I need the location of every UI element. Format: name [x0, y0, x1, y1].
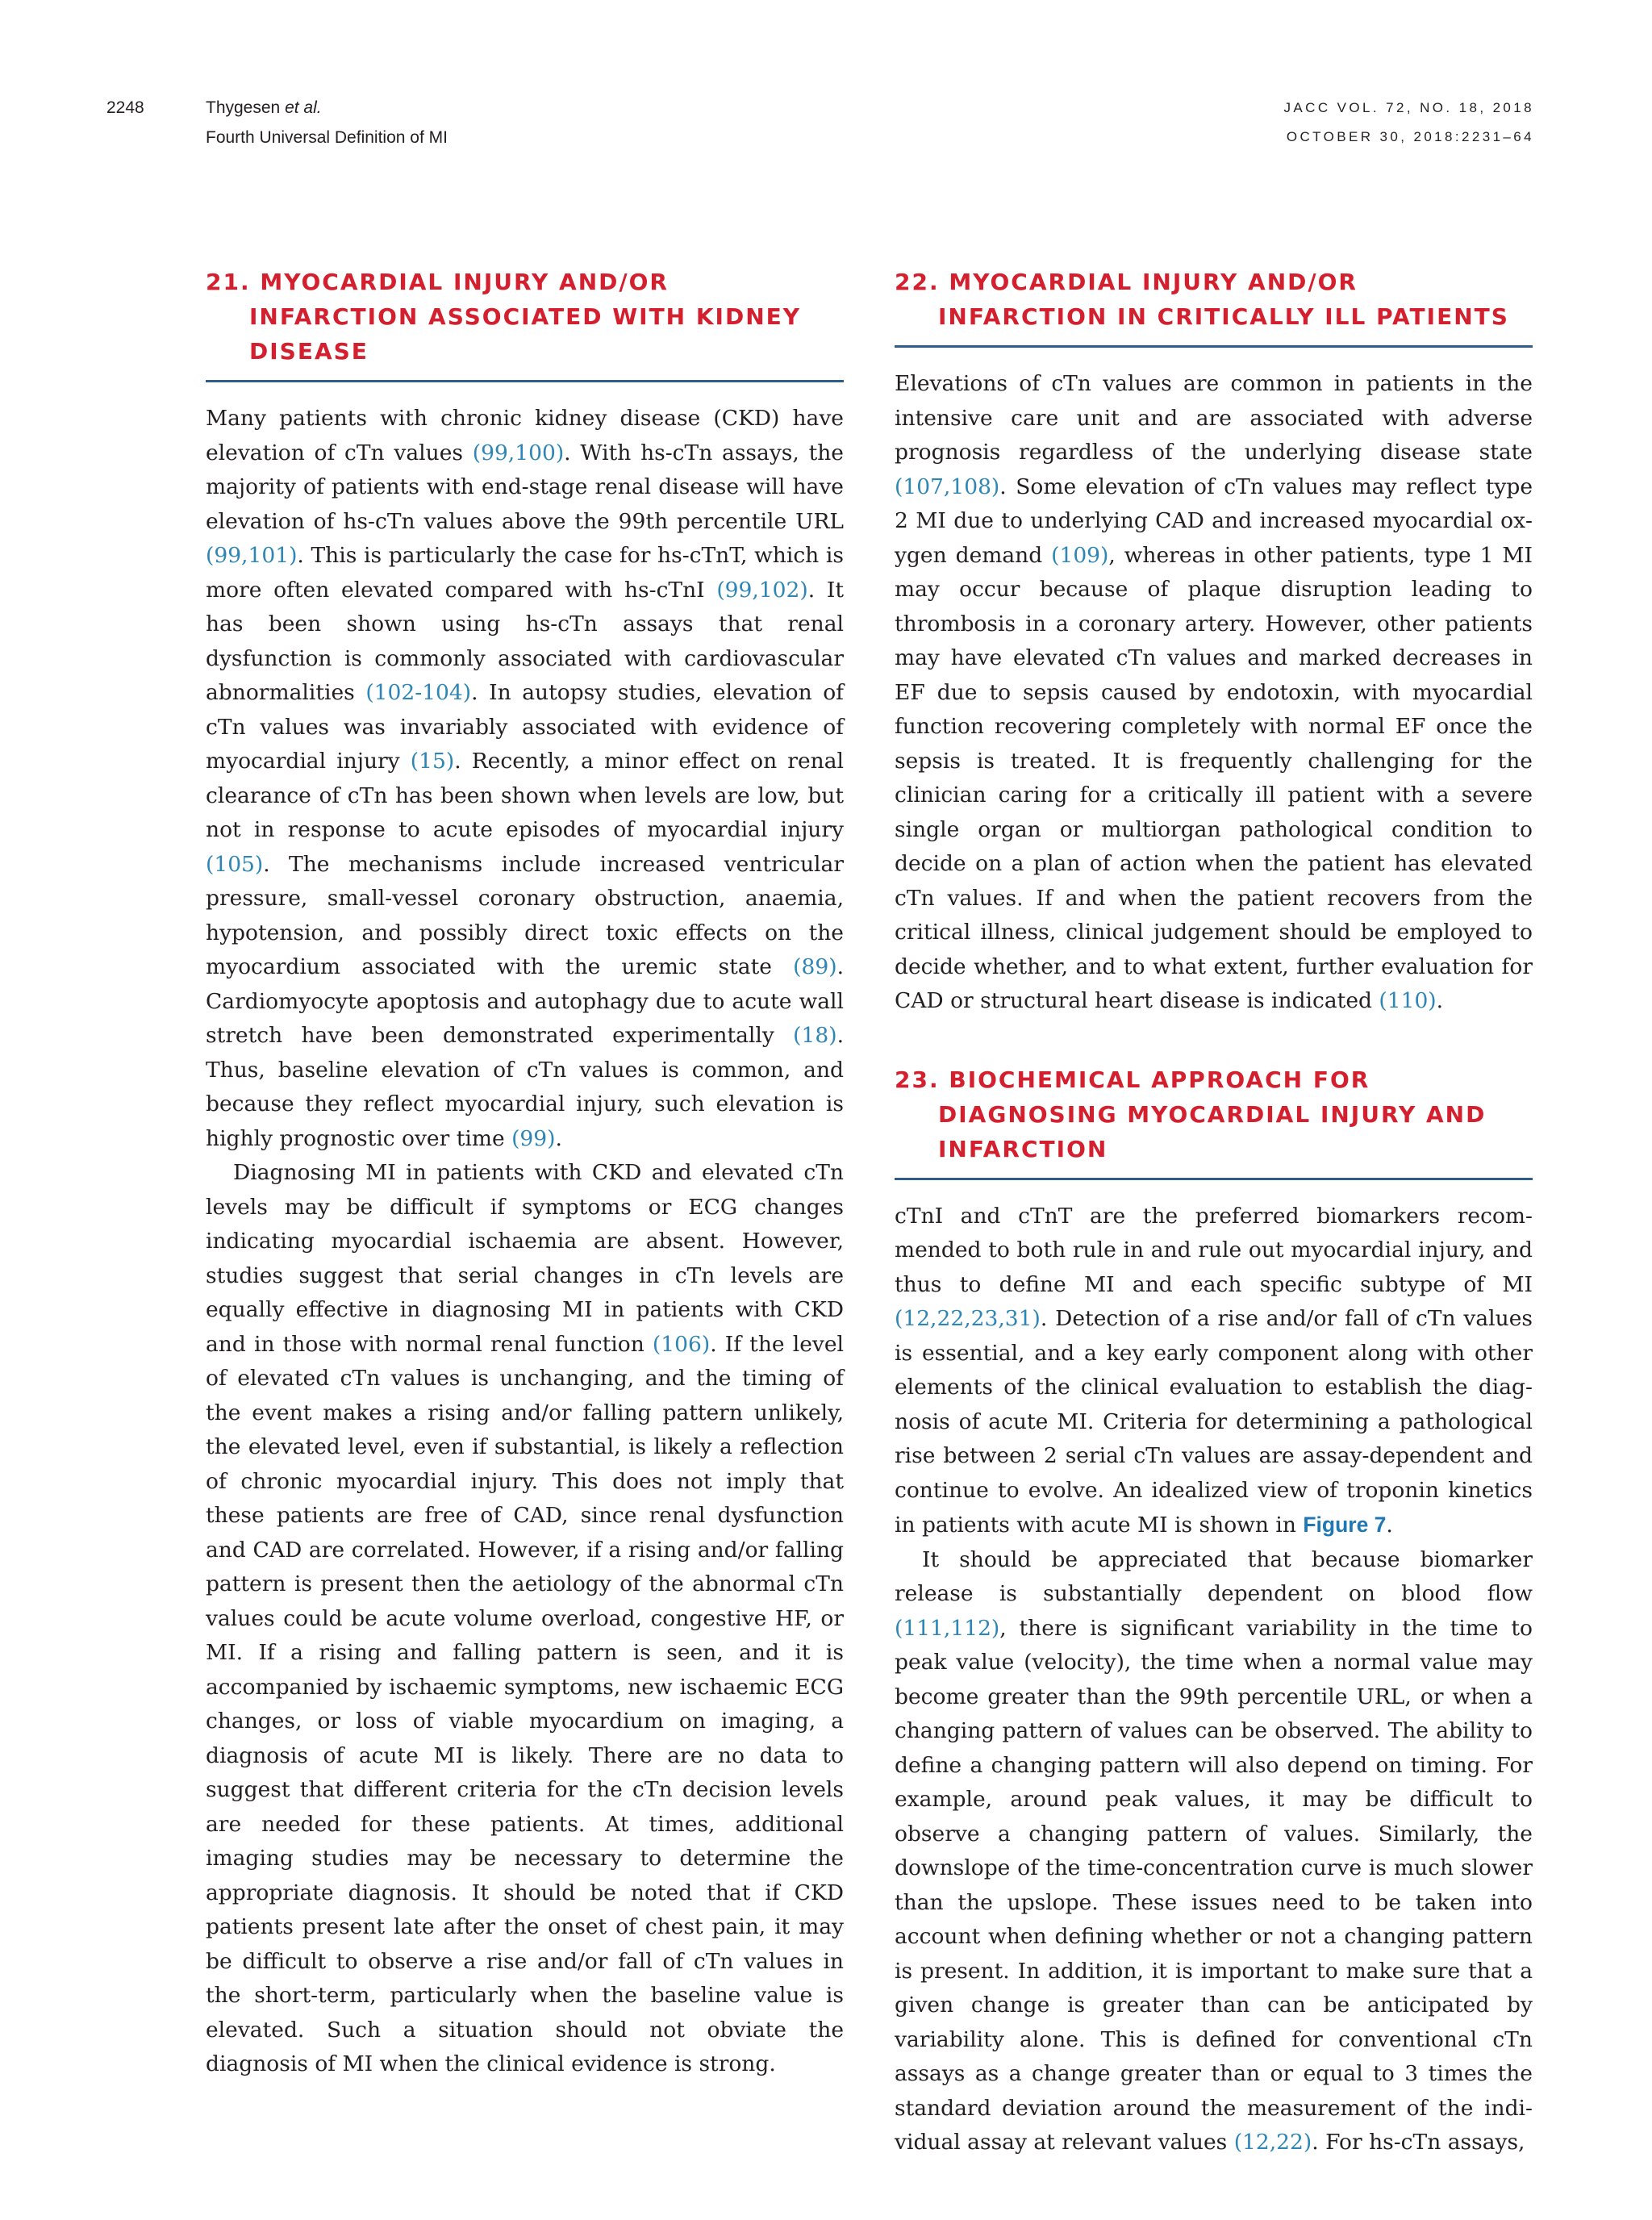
text-run: .	[555, 1125, 562, 1151]
text-run: . Detection of a rise and/or fall of cTn values is essential, and a key early component along with other elements of the clinical evaluation to establish the diagnosis of acute MI. Criteria for determining a pathological rise between 2 serial cTn values are assay-dependent and continue to evolve. An idealized view of troponin kinetics in patients with acute MI is shown in	[895, 1306, 1533, 1538]
section-23-body	[895, 1200, 1533, 2160]
text-run: . Thus, baseline elevation of cTn values is common, and because they reflect myocardial injury, such elevation is highly prognostic over time	[206, 1023, 844, 1151]
figure-link[interactable]: Figure 7	[1303, 1513, 1387, 1537]
section-21-body	[206, 402, 844, 2082]
paragraph	[895, 367, 1533, 1019]
paragraph	[895, 1200, 1533, 1543]
section-23-heading: 23. BIOCHEMICAL APPROACH FOR DIAGNOSING MYOCARDIAL INJURY AND INFARCTION	[895, 1062, 1533, 1180]
text-run: . Recently, a minor effect on renal clearance of cTn has been shown when levels are low, but not in response to acute episodes of myocardial injury	[206, 749, 845, 842]
text-run: . For hs-cTn assays,	[1312, 2130, 1525, 2155]
text-run: . It has been shown using hs-cTn assays that renal dysfunction is commonly associated with cardiovascular abnormalities	[206, 577, 845, 705]
section-22-body	[895, 367, 1533, 1019]
text-run: . In autopsy studies, elevation of cTn values was invariably associated with evidence of myocardial injury	[206, 680, 844, 774]
journal-date-pages: OCTOBER 30, 2018:2231–64	[1286, 129, 1534, 144]
citation-link[interactable]: (111,112)	[895, 1615, 1000, 1641]
citation-link[interactable]: (89)	[793, 954, 837, 979]
citation-link[interactable]: (15)	[410, 749, 455, 774]
text-run: , whereas in other patients, type 1 MI may occur because of plaque disruption leading to thrombosis in a coronary artery. However, other patients may have elevated cTn values and marked decreases in EF due to sepsis caused by endotoxin, with myocardial function recovering completely with normal EF once the sepsis is treated. It is frequently challenging for the clinician caring for a critically ill patient with a severe single organ or multiorgan pathological condition to decide on a plan of action when the patient has elevated cTn values. If and when the patient recovers from the critical illness, clinical judgement should be employed to decide whether, and to what extent, further evaluation for CAD or structural heart disease is indicated	[895, 542, 1533, 1013]
text-run: It should be appreciated that because biomarker release is substantially dependent on blood flow	[895, 1546, 1533, 1606]
text-run: cTnI and cTnT are the preferred biomarkers recommended to both rule in and rule out myocardial injury, and thus to define MI and each specific subtype of MI	[895, 1203, 1533, 1297]
text-run: , there is significant variability in the time to peak value (velocity), the time when a normal value may become greater than the 99th percentile URL, or when a changing pattern of values can be observed. The ability to define a changing pattern will also depend on timing. For example, around peak values, it may be difficult to observe a changing pattern of values. Similarly, the downslope of the time-concentration curve is much slower than the upslope. These issues need to be taken into account when defining whether or not a changing pattern is present. In addition, it is important to make sure that a given change is greater than can be anticipated by variability alone. This is defined for conventional cTn assays as a change greater than or equal to 3 times the standard deviation around the measurement of the individual assay at relevant values	[895, 1615, 1533, 2155]
text-run: . Some elevation of cTn values may reflect type 2 MI due to underlying CAD and increased myocardial oxygen demand	[895, 474, 1533, 568]
paragraph	[895, 1543, 1533, 2160]
text-run: Many patients with chronic kidney disease (CKD) have elevation of cTn values	[206, 406, 844, 465]
left-column	[206, 265, 844, 2082]
text-run: .	[1386, 1513, 1393, 1538]
text-run: . With hs-cTn assays, the majority of patients with end-stage renal disease will have elevation of hs-cTn values above the 99th percentile URL	[206, 440, 844, 534]
citation-link[interactable]: (105)	[206, 851, 264, 877]
running-author	[206, 98, 322, 118]
text-run: . If the level of elevated cTn values is unchanging, and the timing of the event makes a rising and/or falling pattern unlikely, the elevated level, even if substantial, is likely a reflection of chronic myocardial injury. This does not imply that these patients are free of CAD, since renal dysfunction and CAD are correlated. However, if a rising and/or falling pattern is present then the aetiology of the abnormal cTn values could be acute volume overload, congestive HF, or MI. If a rising and falling pattern is seen, and it is accompanied by ischaemic symptoms, new ischaemic ECG changes, or loss of viable myocardium on imaging, a diagnosis of acute MI is likely. There are no data to suggest that different criteria for the cTn decision levels are needed for these patients. At times, additional imaging studies may be necessary to determine the appropriate diagnosis. It should be noted that if CKD patients present late after the onset of chest pain, it may be difficult to observe a rise and/or fall of cTn values in the short-term, particularly when the baseline value is elevated. Such a situation should not obviate the diagnosis of MI when the clinical evidence is strong.	[206, 1331, 844, 2076]
paragraph	[206, 1156, 844, 2082]
citation-link[interactable]: (109)	[1051, 542, 1109, 568]
journal-volume: JACC VOL. 72, NO. 18, 2018	[1283, 100, 1534, 115]
citation-link[interactable]: (99,100)	[472, 440, 565, 465]
text-run: .	[1436, 988, 1444, 1013]
citation-link[interactable]: (12,22)	[1233, 2130, 1312, 2155]
citation-link[interactable]: (18)	[793, 1023, 837, 1048]
running-title: Fourth Universal Definition of MI	[206, 128, 448, 147]
text-run: Elevations of cTn values are common in patients in the intensive care unit and are associated with adverse prognosis regardless of the underlying disease state	[895, 371, 1533, 465]
citation-link[interactable]: (12,22,23,31)	[895, 1306, 1041, 1331]
author-suffix: et al.	[285, 98, 322, 117]
citation-link[interactable]: (102-104)	[365, 680, 472, 705]
right-column	[895, 265, 1533, 2160]
page-number: 2248	[106, 98, 144, 117]
citation-link[interactable]: (107,108)	[895, 474, 1000, 499]
citation-link[interactable]: (99,102)	[716, 577, 808, 603]
citation-link[interactable]: (99,101)	[206, 543, 298, 568]
author-name: Thygesen	[206, 98, 281, 117]
citation-link[interactable]: (110)	[1379, 988, 1437, 1013]
section-21-heading: 21. MYOCARDIAL INJURY AND/OR INFARCTION ASSOCIATED WITH KIDNEY DISEASE	[206, 265, 844, 382]
paragraph	[206, 402, 844, 1156]
text-run: . This is particularly the case for hs-cTnT, which is more often elevated compared with hs-cTnI	[206, 543, 844, 603]
text-run: Diagnosing MI in patients with CKD and elevated cTn levels may be difficult if symptoms or ECG changes indicating myocardial ischaemia are absent. However, studies suggest that serial changes in cTn levels are equally effective in diagnosing MI in patients with CKD and in those with normal renal function	[206, 1160, 844, 1357]
citation-link[interactable]: (99)	[511, 1125, 556, 1151]
section-22-heading: 22. MYOCARDIAL INJURY AND/OR INFARCTION IN CRITICALLY ILL PATIENTS	[895, 265, 1533, 348]
text-run: . Cardiomyocyte apoptosis and autophagy due to acute wall stretch have been demonstrated experimentally	[206, 954, 844, 1048]
text-run: . The mechanisms include increased ventricular pressure, small-vessel coronary obstruction, anaemia, hypotension, and possibly direct toxic effects on the myocardium associated with the uremic state	[206, 851, 844, 979]
citation-link[interactable]: (106)	[652, 1331, 711, 1357]
